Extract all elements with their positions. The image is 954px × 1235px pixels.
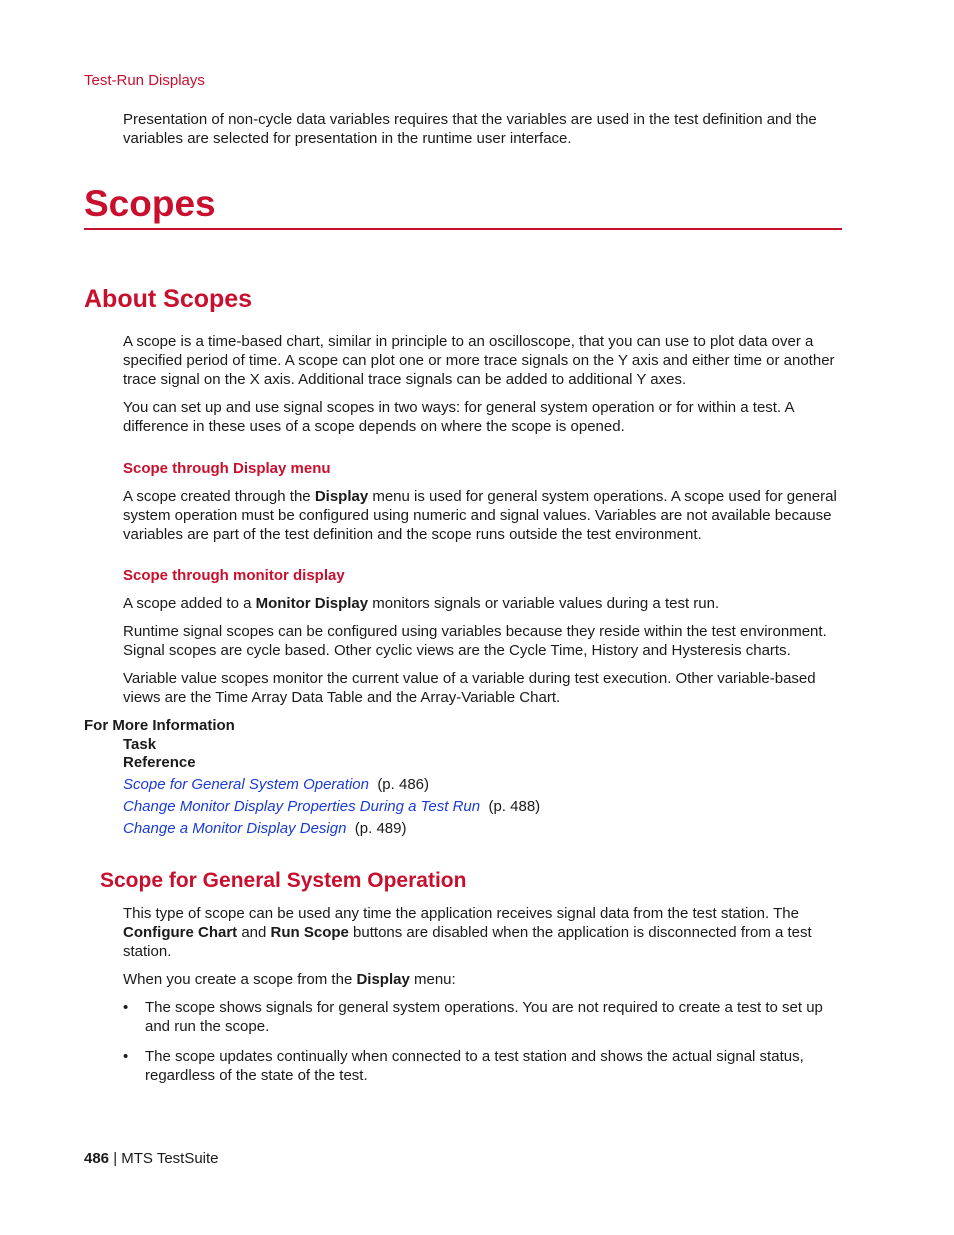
text-run: A scope added to a	[123, 595, 256, 612]
link-scope-general-system-operation[interactable]: Scope for General System Operation	[123, 776, 369, 793]
subheading-monitor-display: Scope through monitor display	[123, 567, 345, 584]
text-run: and	[237, 924, 271, 941]
general-paragraph-1	[123, 904, 845, 961]
reference-link-item	[123, 819, 407, 838]
page-reference: (p. 488)	[488, 798, 541, 815]
page-reference: (p. 486)	[377, 776, 430, 793]
monitor-paragraph-3: Variable value scopes monitor the current value of a variable during test execution. Other variable-based views are the Time Array Data Table and the Array-Variable Chart.	[123, 670, 816, 706]
more-info-task-label: Task	[123, 736, 157, 753]
list-item-text: The scope updates continually when connected to a test station and shows the actual signal status, regardless of the state of the test.	[145, 1048, 804, 1084]
section-heading-about-scopes: About Scopes	[84, 285, 253, 313]
link-change-monitor-display-design[interactable]: Change a Monitor Display Design	[123, 820, 347, 837]
bold-term: Configure Chart	[123, 924, 238, 941]
more-info-reference-label: Reference	[123, 754, 196, 771]
link-change-monitor-display-properties[interactable]: Change Monitor Display Properties During a Test Run	[123, 798, 481, 815]
section-heading-general-system-operation: Scope for General System Operation	[100, 869, 467, 892]
bold-term: Display	[356, 971, 410, 988]
bold-term: Run Scope	[270, 924, 349, 941]
page-title: Scopes	[84, 183, 216, 224]
text-run: menu:	[409, 971, 456, 988]
reference-link-item	[123, 775, 429, 794]
subheading-display-menu: Scope through Display menu	[123, 460, 331, 477]
monitor-paragraph-2: Runtime signal scopes can be configured using variables because they reside within the test environment. Signal scopes are cycle based. Other cyclic views are the Cycle Time, History and Hysteresis charts.	[123, 623, 827, 659]
title-rule	[84, 228, 842, 230]
text-run: When you create a scope from the	[123, 971, 357, 988]
intro-paragraph: Presentation of non-cycle data variables requires that the variables are used in the test definition and the variables are selected for presentation in the runtime user interface.	[123, 111, 817, 147]
monitor-paragraph-1	[123, 594, 845, 613]
text-run: This type of scope can be used any time the application receives signal data from the test station. The	[123, 905, 799, 922]
more-info-heading: For More Information	[84, 717, 235, 734]
about-paragraph-1: A scope is a time-based chart, similar in principle to an oscilloscope, that you can use to plot data over a specified period of time. A scope can plot one or more trace signals on the Y axis and either time or another trace signal on the X axis. Additional trace signals can be added to additional Y axes.	[123, 333, 835, 388]
bold-term: Monitor Display	[255, 595, 369, 612]
display-menu-paragraph	[123, 487, 845, 544]
general-paragraph-2	[123, 970, 845, 989]
reference-link-item	[123, 797, 540, 816]
footer-separator: |	[109, 1150, 122, 1167]
text-run: A scope created through the	[123, 488, 315, 505]
text-run: monitors signals or variable values during a test run.	[368, 595, 720, 612]
page-number: 486	[84, 1150, 110, 1167]
list-item-text: The scope shows signals for general system operations. You are not required to create a test to set up and run the scope.	[145, 999, 823, 1035]
text-run: menu is used for general system operations. A scope used for general system operation must be configured using numeric and signal values. Variables are not available because variables are part of the test definition and the scope runs outside the test environment.	[123, 488, 837, 543]
about-paragraph-2: You can set up and use signal scopes in two ways: for general system operation or for within a test. A difference in these uses of a scope depends on where the scope is opened.	[123, 399, 794, 435]
bullet-icon: •	[123, 1048, 129, 1065]
footer-product: MTS TestSuite	[121, 1150, 219, 1167]
bold-term: Display	[314, 488, 369, 505]
text-run: buttons are disabled when the application is disconnected from a test station.	[123, 924, 812, 960]
page-reference: (p. 489)	[354, 820, 407, 837]
running-head: Test-Run Displays	[84, 72, 205, 89]
bullet-icon: •	[123, 999, 129, 1016]
page-footer	[84, 1149, 219, 1168]
